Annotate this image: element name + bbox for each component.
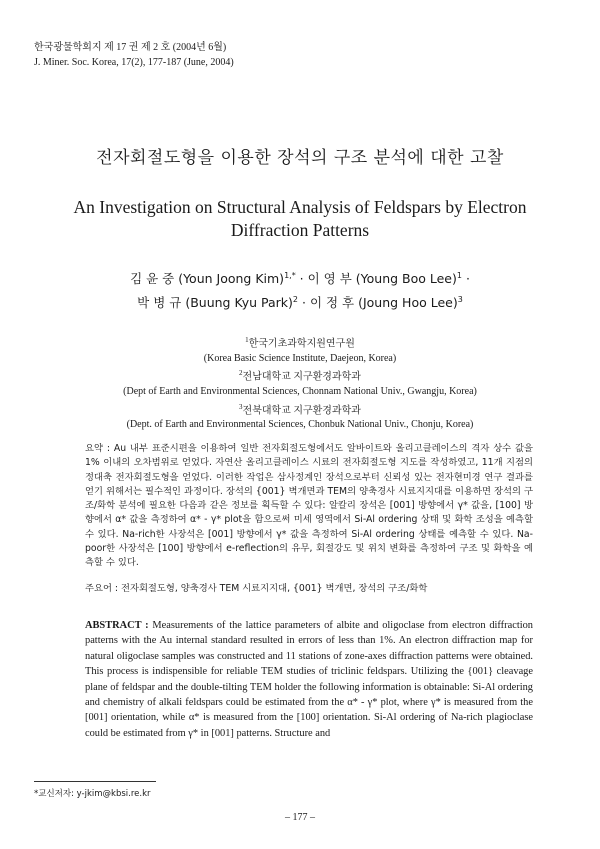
page-number: – 177 – bbox=[285, 812, 315, 823]
author-separator: · bbox=[295, 271, 308, 287]
affiliation-mark: 1 bbox=[245, 336, 249, 344]
abstract-english bbox=[85, 618, 533, 741]
abstract-korean: 요약 : Au 내부 표준시편을 이용하여 일반 전자회절도형에서도 알바이트와 올리고클레이스의 격자 상수 값을 1% 이내의 오차범위로 얻었다. 자연산 올리고클레이스 시료의 전자회절도형 지도를 작성하였고, 11개 지점의 정대축 전자회절도형을 얻었다. 이러한 작업은 삼사정계인 장석으로부터 신뢰성 있는 전자현미경 연구 결과를 얻기 위해서는 필수적인 과정이다. 장석의 {001} 벽개면과 TEM의 양축경사 시료지지대를 이용하면 장석의 구조/화학 분석에 필요한 다음과 같은 정보를 획득할 수 있다: 알칼리 장석은 [001] 방향에서 γ* 값을, [100] 방향에서 α* 값을 측정하여 α* - γ* plot을 함으로써 미세 영역에서 Si-Al ordering 상태 및 화학 조성을 예측할 수 있다. Na-rich한 사장석은 [001] 방향에서 γ* 값을 측정하여 Si-Al ordering 상태를 예측할 수 있다. Na-poor한 사장석은 [100] 방향에서 e-reflection의 유무, 회절강도 및 위치 변화를 측정하여 구조 및 화학을 예측할 수 있다. bbox=[85, 443, 533, 569]
journal-line-ko: 한국광물학회지 제 17 권 제 2 호 (2004년 6월) bbox=[34, 42, 227, 53]
author-name: 김 윤 중 (Youn Joong Kim) bbox=[130, 271, 285, 287]
author-affiliation-mark: 1,* bbox=[284, 271, 296, 280]
affiliation-ko bbox=[0, 333, 600, 352]
title-korean: 전자회절도형을 이용한 장석의 구조 분석에 대한 고찰 bbox=[96, 148, 504, 168]
author-affiliation-mark: 2 bbox=[292, 295, 299, 305]
affiliation-name-ko: 한국기초과학지원연구원 bbox=[248, 338, 355, 350]
author-separator: · bbox=[461, 271, 470, 287]
affiliation-ko bbox=[0, 366, 600, 385]
author-affiliation-mark: 3 bbox=[457, 295, 463, 305]
abstract-text: Measurements of the lattice parameters of albite and oligoclase from electron diffraction patterns with the Au internal standard resulted in errors of less than 1%. An electron diffraction map for natural oligoclase samples was constructed and 11 stations of zone-axes diffraction patterns were obtained. This process is indispensible for reliable TEM studies of triclinic feldspars. Utilizing the {001} cleavage plane of feldspar and the double-tilting TEM holder the following information is obtainable: Si-Al ordering and chemistry of alkali feldspars could be estimated from the α* - γ* plot, where γ* is measured from the [001] orientation, while α* is measured from the [100] orientation. Si-Al ordering of Na-rich plagioclase could be estimated from γ* in [001] patterns. Structure and bbox=[85, 620, 533, 739]
affiliation-en: (Korea Basic Science Institute, Daejeon, Korea) bbox=[203, 352, 397, 364]
keywords-korean: 주요어 : 전자회절도형, 양축경사 TEM 시료지지대, {001} 벽개면, 장석의 구조/화학 bbox=[85, 583, 428, 594]
author-line-2 bbox=[0, 289, 600, 313]
author-affiliation-mark: 1 bbox=[456, 271, 462, 280]
corresponding-author-footnote: *교신저자: y-jkim@kbsi.re.kr bbox=[34, 789, 151, 799]
affiliation-name-ko: 전남대학교 지구환경과학과 bbox=[242, 371, 361, 383]
author-name: 이 영 부 (Young Boo Lee) bbox=[307, 271, 457, 287]
journal-header bbox=[34, 40, 234, 70]
author-separator: · bbox=[298, 295, 310, 311]
author-name: 이 정 후 (Joung Hoo Lee) bbox=[309, 295, 458, 311]
author-name: 박 병 규 (Buung Kyu Park) bbox=[137, 295, 293, 311]
abstract-label: ABSTRACT : bbox=[85, 620, 149, 631]
affiliation-name-ko: 전북대학교 지구환경과학과 bbox=[242, 404, 361, 416]
affiliation-mark: 2 bbox=[239, 369, 243, 378]
author-line-1 bbox=[0, 265, 600, 289]
author-list bbox=[0, 265, 600, 313]
title-english: An Investigation on Structural Analysis of Feldspars by Electron Diffraction Patterns bbox=[73, 197, 527, 240]
affiliation-en: (Dept of Earth and Environmental Sciences, Chonnam National Univ., Gwangju, Korea) bbox=[123, 386, 477, 398]
footnote-divider bbox=[34, 781, 156, 782]
affiliation-en: (Dept. of Earth and Environmental Sciences, Chonbuk National Univ., Chonju, Korea) bbox=[126, 419, 474, 431]
affiliation-ko bbox=[0, 400, 600, 419]
journal-line-en: J. Miner. Soc. Korea, 17(2), 177-187 (June, 2004) bbox=[34, 57, 234, 68]
affiliations bbox=[0, 333, 600, 433]
affiliation-mark: 3 bbox=[239, 402, 243, 411]
